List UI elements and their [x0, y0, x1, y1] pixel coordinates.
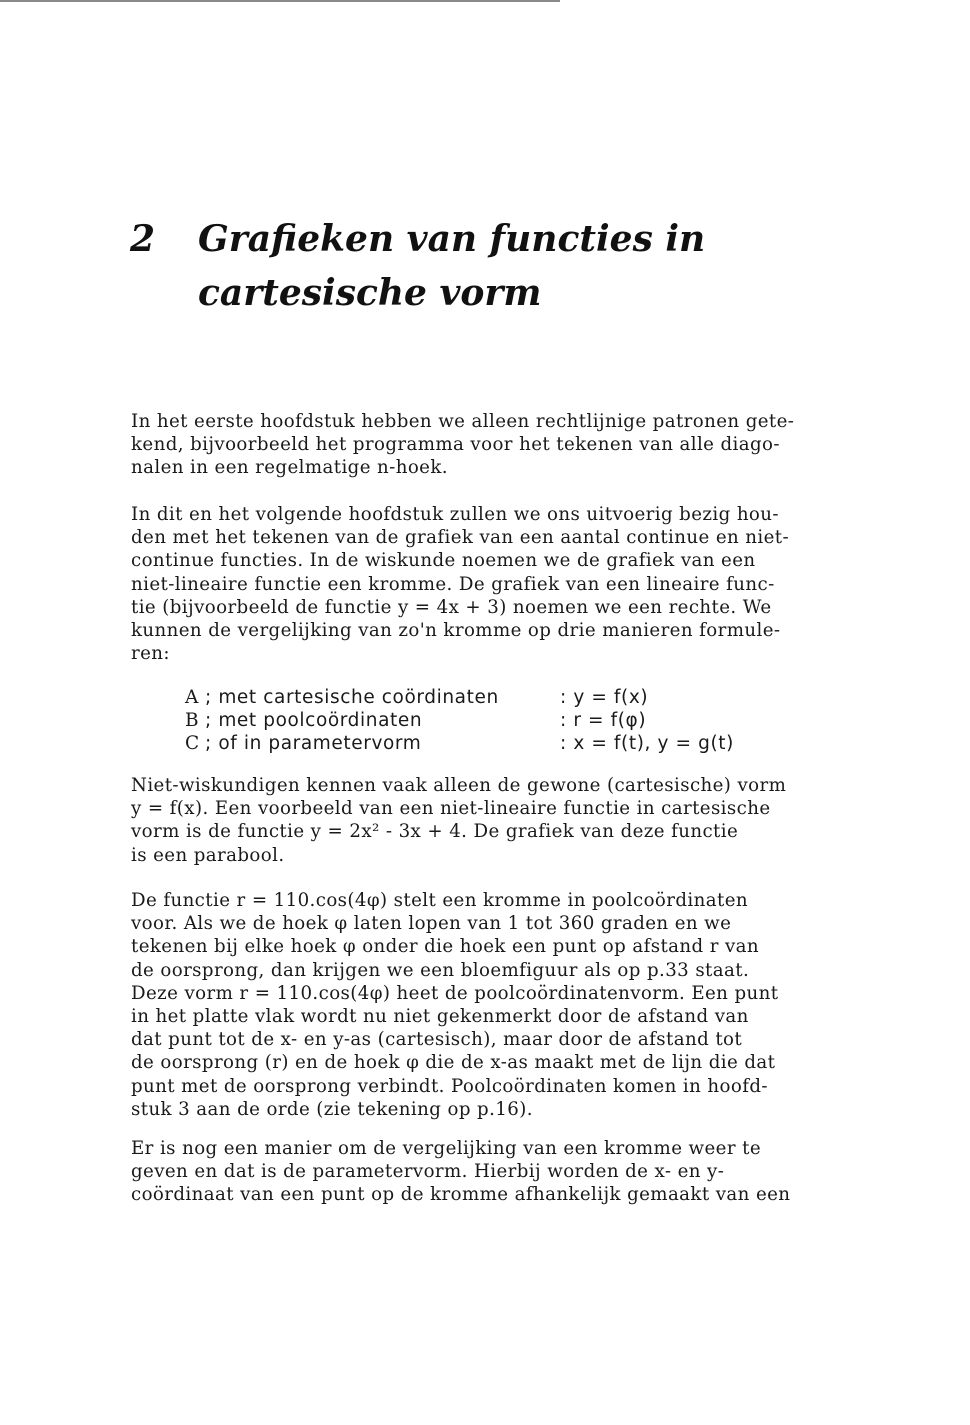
paragraph-cartesian [131, 774, 866, 867]
text-line: punt met de oorsprong verbindt. Poolcoördinaten komen in hoofd- [131, 1075, 768, 1097]
form-formula: : y = f(x) [560, 687, 649, 708]
text-line: Niet-wiskundigen kennen vaak alleen de gewone (cartesische) vorm [131, 775, 787, 796]
text-line: geven en dat is de parametervorm. Hierbij worden de x- en y- [131, 1161, 725, 1183]
text-line: De functie r = 110.cos(4φ) stelt een kromme in poolcoördinaten [131, 890, 748, 911]
text-line: dat punt tot de x- en y-as (cartesisch), maar door de afstand tot [131, 1029, 743, 1051]
text-line: de oorsprong (r) en de hoek φ die de x-as maakt met de lijn die dat [131, 1052, 776, 1074]
text-line: stuk 3 aan de orde (zie tekening op p.16). [131, 1098, 533, 1120]
text-line: den met het tekenen van de grafiek van een aantal continue en niet- [131, 527, 790, 549]
paragraph-functions [131, 503, 866, 665]
text-line: tekenen bij elke hoek φ onder die hoek een punt op afstand r van [131, 936, 760, 958]
text-line: de oorsprong, dan krijgen we een bloemfiguur als op p.33 staat. [131, 959, 750, 981]
text-line: kunnen de vergelijking van zo'n kromme op drie manieren formule- [131, 620, 781, 642]
text-line: vorm is de functie y = 2x² - 3x + 4. De grafiek van deze functie [131, 821, 739, 843]
text-line: kend, bijvoorbeeld het programma voor het tekenen van alle diago- [131, 434, 780, 456]
top-edge-rule [0, 0, 560, 2]
chapter-title-line: Grafieken van functies in [198, 218, 706, 260]
form-letter: B [185, 710, 200, 731]
form-row-c [185, 732, 805, 755]
form-description: ; met cartesische coördinaten [205, 687, 499, 708]
text-line: y = f(x). Een voorbeeld van een niet-lineaire functie in cartesische [131, 798, 771, 820]
text-line: In het eerste hoofdstuk hebben we alleen rechtlijnige patronen gete- [131, 411, 795, 432]
chapter-title [198, 212, 838, 320]
text-line: Deze vorm r = 110.cos(4φ) heet de poolcoördinatenvorm. Een punt [131, 982, 779, 1004]
form-formula: : r = f(φ) [560, 710, 647, 731]
paragraph-polar [131, 889, 866, 1121]
text-line: Er is nog een manier om de vergelijking van een kromme weer te [131, 1138, 761, 1159]
text-line: tie (bijvoorbeeld de functie y = 4x + 3) noemen we een rechte. We [131, 596, 772, 618]
form-description: ; met poolcoördinaten [205, 710, 423, 731]
form-letter: C [185, 733, 200, 754]
chapter-title-line: cartesische vorm [198, 272, 542, 314]
form-formula: : x = f(t), y = g(t) [560, 733, 734, 754]
form-description: ; of in parametervorm [205, 733, 422, 754]
form-row-b [185, 709, 805, 732]
text-line: In dit en het volgende hoofdstuk zullen we ons uitvoerig bezig hou- [131, 504, 779, 525]
text-line: in het platte vlak wordt nu niet gekenmerkt door de afstand van [131, 1006, 749, 1028]
text-line: continue functies. In de wiskunde noemen we de grafiek van een [131, 550, 756, 572]
forms-list [185, 686, 805, 755]
chapter-number: 2 [130, 218, 156, 260]
form-row-a [185, 686, 805, 709]
text-line: ren: [131, 643, 170, 665]
paragraph-parametric [131, 1137, 866, 1207]
text-line: nalen in een regelmatige n-hoek. [131, 457, 448, 479]
text-line: voor. Als we de hoek φ laten lopen van 1 tot 360 graden en we [131, 913, 732, 935]
paragraph-intro [131, 410, 866, 480]
text-line: is een parabool. [131, 844, 285, 866]
text-line: coördinaat van een punt op de kromme afhankelijk gemaakt van een [131, 1184, 791, 1206]
form-letter: A [185, 687, 199, 708]
text-line: niet-lineaire functie een kromme. De grafiek van een lineaire func- [131, 573, 775, 595]
